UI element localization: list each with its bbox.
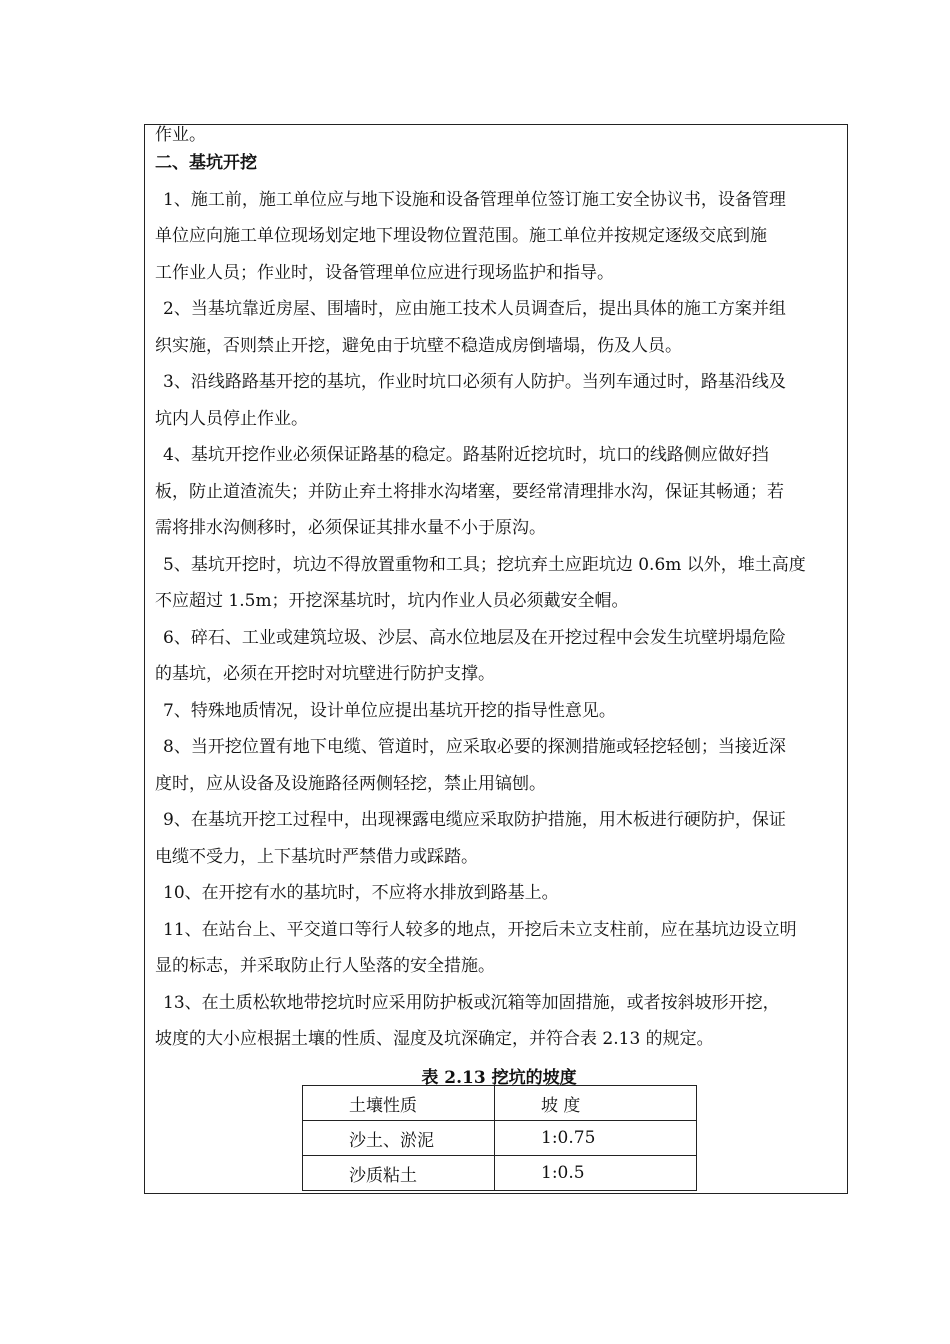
table-header-row	[303, 1086, 697, 1121]
paragraph-line: 5、基坑开挖时，坑边不得放置重物和工具；挖坑弃土应距坑边 0.6m 以外，堆土高度	[163, 554, 806, 575]
paragraph-line: 1、施工前，施工单位应与地下设施和设备管理单位签订施工安全协议书，设备管理	[163, 189, 786, 210]
table-cell: 沙土、淤泥	[303, 1121, 495, 1156]
paragraph-line: 工作业人员；作业时，设备管理单位应进行现场监护和指导。	[155, 262, 614, 283]
table-caption: 表 2.13 挖坑的坡度	[421, 1067, 577, 1088]
table-row	[303, 1156, 697, 1191]
paragraph-line: 11、在站台上、平交道口等行人较多的地点，开挖后未立支柱前，应在基坑边设立明	[163, 919, 797, 940]
paragraph-line: 2、当基坑靠近房屋、围墙时，应由施工技术人员调查后，提出具体的施工方案并组	[163, 299, 786, 319]
paragraph-line: 作业。	[155, 125, 206, 145]
paragraph-line: 度时，应从设备及设施路径两侧轻挖，禁止用镐刨。	[155, 773, 546, 794]
table-cell: 1:0.5	[495, 1156, 697, 1191]
paragraph-line: 显的标志，并采取防止行人坠落的安全措施。	[155, 956, 495, 976]
paragraph-line: 8、当开挖位置有地下电缆、管道时，应采取必要的探测措施或轻挖轻刨；当接近深	[163, 737, 786, 757]
section-heading: 二、基坑开挖	[155, 153, 257, 173]
table-header-cell: 坡 度	[495, 1086, 697, 1121]
table-row	[303, 1121, 697, 1156]
paragraph-line: 需将排水沟侧移时，必须保证其排水量不小于原沟。	[155, 518, 546, 538]
paragraph-line: 电缆不受力，上下基坑时严禁借力或踩踏。	[155, 846, 478, 867]
paragraph-line: 10、在开挖有水的基坑时，不应将水排放到路基上。	[163, 883, 559, 903]
paragraph-line: 的基坑，必须在开挖时对坑壁进行防护支撑。	[155, 664, 495, 684]
paragraph-line: 13、在土质松软地带挖坑时应采用防护板或沉箱等加固措施，或者按斜坡形开挖，	[163, 992, 780, 1013]
table-cell: 沙质粘土	[303, 1156, 495, 1191]
document-frame	[144, 124, 848, 1194]
paragraph-line: 6、碎石、工业或建筑垃圾、沙层、高水位地层及在开挖过程中会发生坑壁坍塌危险	[163, 627, 786, 648]
paragraph-line: 坑内人员停止作业。	[155, 408, 308, 429]
paragraph-line: 7、特殊地质情况，设计单位应提出基坑开挖的指导性意见。	[163, 700, 616, 721]
table-header-cell: 土壤性质	[303, 1086, 495, 1121]
paragraph-line: 织实施，否则禁止开挖，避免由于坑壁不稳造成房倒墙塌，伤及人员。	[155, 335, 682, 356]
paragraph-line: 9、在基坑开挖工过程中，出现裸露电缆应采取防护措施，用木板进行硬防护，保证	[163, 810, 786, 830]
paragraph-line: 3、沿线路路基开挖的基坑，作业时坑口必须有人防护。当列车通过时，路基沿线及	[163, 372, 786, 392]
paragraph-line: 4、基坑开挖作业必须保证路基的稳定。路基附近挖坑时，坑口的线路侧应做好挡	[163, 445, 769, 465]
paragraph-line: 单位应向施工单位现场划定地下埋设物位置范围。施工单位并按规定逐级交底到施	[155, 226, 767, 246]
slope-table	[302, 1085, 697, 1191]
table-cell: 1:0.75	[495, 1121, 697, 1156]
paragraph-line: 板，防止道渣流失；并防止弃土将排水沟堵塞，要经常清理排水沟，保证其畅通；若	[155, 481, 784, 502]
paragraph-line: 坡度的大小应根据土壤的性质、湿度及坑深确定，并符合表 2.13 的规定。	[155, 1029, 714, 1049]
document-body	[155, 125, 843, 1096]
paragraph-line: 不应超过 1.5m；开挖深基坑时，坑内作业人员必须戴安全帽。	[155, 591, 629, 611]
